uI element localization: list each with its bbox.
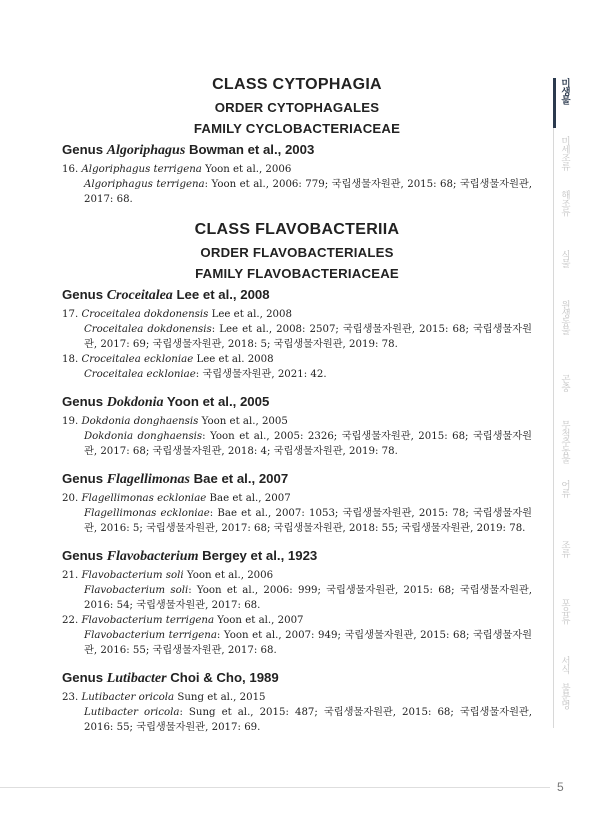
- species-author: Sung et al., 2015: [174, 692, 266, 703]
- genus-name: Flavobacterium: [106, 549, 199, 564]
- reference-list: : Sung et al., 2015: 487; 국립생물자원관, 2015: 68; 국립생물자원관, 2016: 55; 국립생물자원관, 2017: 69.: [84, 707, 532, 733]
- species-references: [62, 628, 532, 658]
- sidebar-tab[interactable]: 미세조류: [559, 136, 570, 170]
- genus-prefix: Genus: [62, 548, 107, 563]
- genus-heading: [62, 471, 532, 488]
- sidebar-tab[interactable]: 서식 불분명: [559, 656, 570, 709]
- species-name: Flavobacterium terrigena: [81, 615, 215, 626]
- reference-list: : Yoon et al., 2006: 779; 국립생물자원관, 2015: 68; 국립생물자원관, 2017: 68.: [84, 179, 532, 205]
- species-number: 23.: [62, 692, 82, 703]
- footer-rule: [0, 787, 550, 788]
- species-name: Algoriphagus terrigena: [81, 164, 202, 175]
- genus-gap: [62, 459, 532, 469]
- species-number: 20.: [62, 493, 82, 504]
- genus-author: Choi & Cho, 1989: [166, 670, 279, 685]
- sidebar-tab[interactable]: 어류: [559, 480, 570, 497]
- species-references: [62, 429, 532, 459]
- species-author: Bae et al., 2007: [206, 493, 291, 504]
- species-number: 19.: [62, 416, 82, 427]
- order-heading: ORDER FLAVOBACTERIALES: [200, 245, 394, 260]
- species-author: Lee et al., 2008: [208, 309, 292, 320]
- genus-gap: [62, 382, 532, 392]
- reference-list: : Yoon et al., 2005: 2326; 국립생물자원관, 2015: 68; 국립생물자원관, 2017: 68; 국립생물자원관, 2018: 4; 국립생물자원관, 2019: 78.: [84, 431, 533, 457]
- species-name: Croceitalea dokdonensis: [81, 309, 209, 320]
- page-number: 5: [557, 780, 564, 794]
- genus-name: Lutibacter: [106, 671, 167, 686]
- species-name: Lutibacter oricola: [81, 692, 175, 703]
- genus-heading: [62, 394, 532, 411]
- class-heading: CLASS CYTOPHAGIA: [212, 76, 382, 93]
- sidebar-tab[interactable]: 미생물: [559, 78, 570, 104]
- species-name: Dokdonia donghaensis: [81, 416, 199, 427]
- species-author: Yoon et al., 2005: [198, 416, 288, 427]
- reference-species-name: Dokdonia donghaensis: [84, 431, 203, 442]
- category-sidebar: [553, 78, 577, 728]
- species-number: 22.: [62, 615, 82, 626]
- species-entry: [62, 352, 532, 367]
- class-heading: CLASS FLAVOBACTERIIA: [194, 221, 400, 238]
- genus-author: Lee et al., 2008: [172, 287, 270, 302]
- sidebar-tab[interactable]: 포유류: [559, 598, 570, 624]
- family-heading: FAMILY FLAVOBACTERIACEAE: [195, 266, 399, 281]
- reference-species-name: Algoriphagus terrigena: [84, 179, 205, 190]
- reference-species-name: Croceitalea eckloniae: [84, 369, 196, 380]
- species-references: [62, 705, 532, 735]
- reference-species-name: Flavobacterium soli: [84, 585, 189, 596]
- main-content: [62, 76, 532, 735]
- reference-list: : Lee et al., 2008: 2507; 국립생물자원관, 2015: 68; 국립생물자원관, 2017: 69; 국립생물자원관, 2018: 5; 국립생물자원관, 2019: 78.: [84, 324, 532, 350]
- genus-prefix: Genus: [62, 287, 107, 302]
- reference-species-name: Flagellimonas eckloniae: [84, 508, 210, 519]
- species-references: [62, 177, 532, 207]
- genus-prefix: Genus: [62, 394, 107, 409]
- reference-list: : Yoon et al., 2006: 999; 국립생물자원관, 2015: 68; 국립생물자원관, 2016: 54; 국립생물자원관, 2017: 68.: [84, 585, 532, 611]
- species-author: Yoon et al., 2006: [183, 570, 274, 581]
- species-number: 18.: [62, 354, 82, 365]
- species-references: [62, 322, 532, 352]
- section-gap: [62, 207, 532, 221]
- reference-list: : Bae et al., 2007: 1053; 국립생물자원관, 2015: 78; 국립생물자원관, 2016: 5; 국립생물자원관, 2017: 68; 국립생물자원관, 2018: 55; 국립생물자원관, 2019: 78.: [84, 508, 533, 534]
- reference-list: : Yoon et al., 2007: 949; 국립생물자원관, 2015: 68; 국립생물자원관, 2016: 55; 국립생물자원관, 2017: 68.: [84, 630, 533, 656]
- species-number: 16.: [62, 164, 82, 175]
- genus-gap: [62, 536, 532, 546]
- genus-heading: [62, 287, 532, 304]
- genus-prefix: Genus: [62, 670, 107, 685]
- genus-gap: [62, 658, 532, 668]
- species-name: Flagellimonas eckloniae: [81, 493, 207, 504]
- family-heading: FAMILY CYCLOBACTERIACEAE: [193, 121, 401, 136]
- genus-heading: [62, 670, 532, 687]
- genus-heading: [62, 142, 532, 159]
- species-author: Yoon et al., 2006: [201, 164, 292, 175]
- species-entry: [62, 414, 532, 429]
- species-author: Lee et al. 2008: [193, 354, 274, 365]
- genus-author: Yoon et al., 2005: [163, 394, 270, 409]
- sidebar-tab[interactable]: 해조류: [559, 190, 570, 216]
- reference-species-name: Croceitalea dokdonensis: [84, 324, 212, 335]
- species-number: 21.: [62, 570, 82, 581]
- genus-prefix: Genus: [62, 471, 107, 486]
- reference-list: : 국립생물자원관, 2021: 42.: [195, 369, 327, 380]
- species-entry: [62, 162, 532, 177]
- species-entry: [62, 613, 532, 628]
- genus-author: Bowman et al., 2003: [185, 142, 315, 157]
- species-entry: [62, 690, 532, 705]
- genus-name: Dokdonia: [106, 395, 164, 410]
- genus-heading: [62, 548, 532, 565]
- species-entry: [62, 491, 532, 506]
- species-author: Yoon et al., 2007: [214, 615, 304, 626]
- species-references: [62, 506, 532, 536]
- genus-prefix: Genus: [62, 142, 107, 157]
- order-heading: ORDER CYTOPHAGALES: [214, 100, 380, 115]
- sidebar-tab[interactable]: 조류: [559, 540, 570, 557]
- reference-species-name: Flavobacterium terrigena: [84, 630, 217, 641]
- genus-name: Flagellimonas: [106, 472, 190, 487]
- genus-author: Bae et al., 2007: [189, 471, 289, 486]
- species-references: [62, 583, 532, 613]
- sidebar-tab[interactable]: 원생동물: [559, 300, 570, 334]
- species-entry: [62, 307, 532, 322]
- species-name: Flavobacterium soli: [81, 570, 184, 581]
- genus-name: Algoriphagus: [106, 143, 186, 158]
- sidebar-tab[interactable]: 곤충: [559, 374, 570, 391]
- species-entry: [62, 568, 532, 583]
- species-name: Croceitalea eckloniae: [81, 354, 194, 365]
- reference-species-name: Lutibacter oricola: [84, 707, 180, 718]
- genus-author: Bergey et al., 1923: [198, 548, 318, 563]
- sidebar-tab[interactable]: 식물: [559, 250, 570, 267]
- species-number: 17.: [62, 309, 82, 320]
- species-references: [62, 367, 532, 382]
- genus-name: Croceitalea: [106, 288, 173, 303]
- sidebar-tab[interactable]: 무척추동물: [559, 420, 570, 463]
